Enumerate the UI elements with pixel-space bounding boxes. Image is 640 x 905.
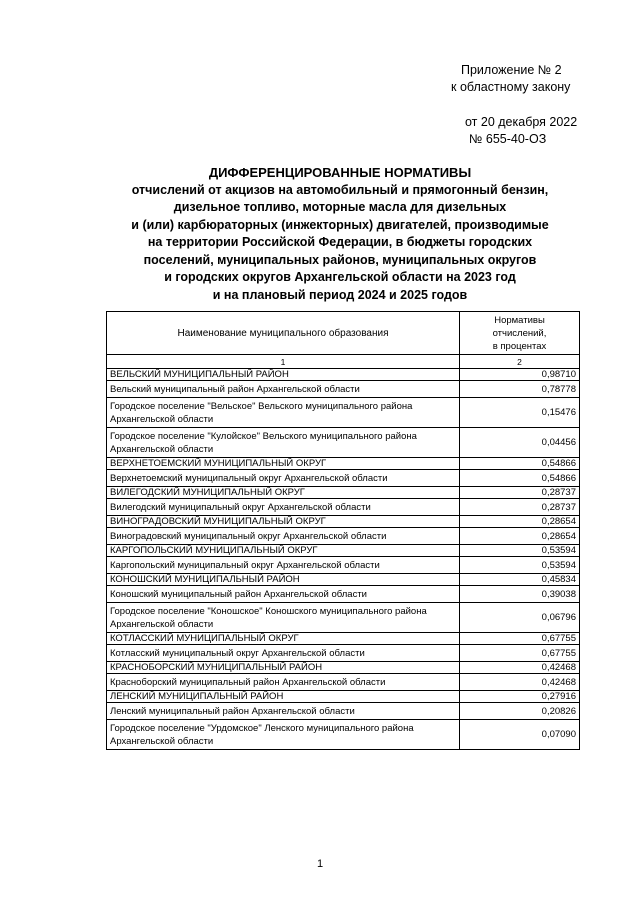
appendix-law-ref: к областному закону — [451, 80, 571, 94]
appendix-date: от 20 декабря 2022 — [465, 115, 578, 129]
group-row — [107, 516, 580, 528]
title-line: и городских округов Архангельской области на 2023 год — [164, 270, 516, 284]
column-header-value-line: отчислений, — [492, 327, 547, 339]
group-row — [107, 487, 580, 499]
municipality-name: Виноградовский муниципальный округ Архангельской области — [107, 528, 460, 545]
table-row — [107, 528, 580, 545]
table-row — [107, 645, 580, 662]
municipality-name: Вельский муниципальный район Архангельской области — [107, 381, 460, 398]
group-row — [107, 369, 580, 381]
norm-value: 0,53594 — [460, 545, 580, 557]
table-row — [107, 398, 580, 428]
column-header-value-line: в процентах — [492, 340, 547, 352]
norm-value: 0,28737 — [460, 487, 580, 499]
table-row — [107, 381, 580, 398]
title-line: поселений, муниципальных районов, муниципальных округов — [143, 252, 537, 267]
norm-value: 0,07090 — [460, 720, 580, 750]
norm-value: 0,45834 — [460, 574, 580, 586]
norm-value: 0,98710 — [460, 369, 580, 381]
table-row — [107, 586, 580, 603]
municipality-name: Городское поселение "Урдомское" Ленского муниципального района Архангельской области — [107, 720, 460, 750]
appendix-label: Приложение № 2 — [461, 63, 562, 77]
municipality-name: ВЕРХНЕТОЕМСКИЙ МУНИЦИПАЛЬНЫЙ ОКРУГ — [107, 458, 460, 470]
table-row — [107, 703, 580, 720]
norm-value: 0,15476 — [460, 398, 580, 428]
group-row — [107, 633, 580, 645]
group-row — [107, 574, 580, 586]
table-row — [107, 603, 580, 633]
appendix-block — [445, 62, 585, 148]
municipality-name: Красноборский муниципальный район Архангельской области — [107, 674, 460, 691]
municipality-name: Ленский муниципальный район Архангельской области — [107, 703, 460, 720]
norm-value: 0,42468 — [460, 674, 580, 691]
norm-value: 0,39038 — [460, 586, 580, 603]
municipality-name: КОТЛАССКИЙ МУНИЦИПАЛЬНЫЙ ОКРУГ — [107, 633, 460, 645]
municipality-name: Котласский муниципальный округ Архангельской области — [107, 645, 460, 662]
table-row — [107, 470, 580, 487]
table-row — [107, 557, 580, 574]
document-title — [100, 164, 580, 304]
norm-value: 0,28737 — [460, 499, 580, 516]
table-numbering-row — [107, 355, 580, 369]
norm-value: 0,78778 — [460, 381, 580, 398]
municipality-name: Каргопольский муниципальный округ Архангельской области — [107, 557, 460, 574]
municipality-name: Вилегодский муниципальный округ Архангельской области — [107, 499, 460, 516]
municipality-name: ВЕЛЬСКИЙ МУНИЦИПАЛЬНЫЙ РАЙОН — [107, 369, 460, 381]
title-line: на территории Российской Федерации, в бюджеты городских — [147, 235, 533, 249]
group-row — [107, 691, 580, 703]
column-header-name: Наименование муниципального образования — [107, 312, 460, 355]
norm-value: 0,67755 — [460, 645, 580, 662]
norm-value: 0,28654 — [460, 516, 580, 528]
municipality-name: КАРГОПОЛЬСКИЙ МУНИЦИПАЛЬНЫЙ ОКРУГ — [107, 545, 460, 557]
norms-table — [106, 311, 580, 750]
norm-value: 0,42468 — [460, 662, 580, 674]
table-row — [107, 674, 580, 691]
norm-value: 0,04456 — [460, 428, 580, 458]
municipality-name: ВИЛЕГОДСКИЙ МУНИЦИПАЛЬНЫЙ ОКРУГ — [107, 487, 460, 499]
municipality-name: Верхнетоемский муниципальный округ Архангельской области — [107, 470, 460, 487]
column-header-value — [460, 312, 580, 355]
table-header-row — [107, 312, 580, 355]
title-heading: ДИФФЕРЕНЦИРОВАННЫЕ НОРМАТИВЫ — [208, 165, 472, 180]
municipality-name: Городское поселение "Вельское" Вельского муниципального района Архангельской области — [107, 398, 460, 428]
table-row — [107, 428, 580, 458]
title-line: и на плановый период 2024 и 2025 годов — [212, 287, 468, 302]
norm-value: 0,28654 — [460, 528, 580, 545]
group-row — [107, 662, 580, 674]
table-row — [107, 720, 580, 750]
norm-value: 0,27916 — [460, 691, 580, 703]
municipality-name: ВИНОГРАДОВСКИЙ МУНИЦИПАЛЬНЫЙ ОКРУГ — [107, 516, 460, 528]
title-line: отчислений от акцизов на автомобильный и прямогонный бензин, — [131, 182, 549, 197]
page-number: 1 — [316, 858, 324, 870]
norm-value: 0,20826 — [460, 703, 580, 720]
municipality-name: КРАСНОБОРСКИЙ МУНИЦИПАЛЬНЫЙ РАЙОН — [107, 662, 460, 674]
municipality-name: Городское поселение "Коношское" Коношского муниципального района Архангельской области — [107, 603, 460, 633]
municipality-name: Коношский муниципальный район Архангельской области — [107, 586, 460, 603]
municipality-name: КОНОШСКИЙ МУНИЦИПАЛЬНЫЙ РАЙОН — [107, 574, 460, 586]
title-line: и (или) карбюраторных (инжекторных) двигателей, производимые — [131, 217, 549, 232]
column-number-2: 2 — [460, 355, 580, 369]
appendix-number: № 655-40-ОЗ — [469, 132, 547, 146]
group-row — [107, 545, 580, 557]
column-header-value-line: Нормативы — [494, 314, 545, 326]
norm-value: 0,54866 — [460, 470, 580, 487]
title-line: дизельное топливо, моторные масла для дизельных — [173, 200, 507, 214]
norm-value: 0,53594 — [460, 557, 580, 574]
municipality-name: ЛЕНСКИЙ МУНИЦИПАЛЬНЫЙ РАЙОН — [107, 691, 460, 703]
column-number-1: 1 — [107, 355, 460, 369]
norm-value: 0,67755 — [460, 633, 580, 645]
norm-value: 0,06796 — [460, 603, 580, 633]
norm-value: 0,54866 — [460, 458, 580, 470]
municipality-name: Городское поселение "Кулойское" Вельского муниципального района Архангельской области — [107, 428, 460, 458]
group-row — [107, 458, 580, 470]
table-row — [107, 499, 580, 516]
